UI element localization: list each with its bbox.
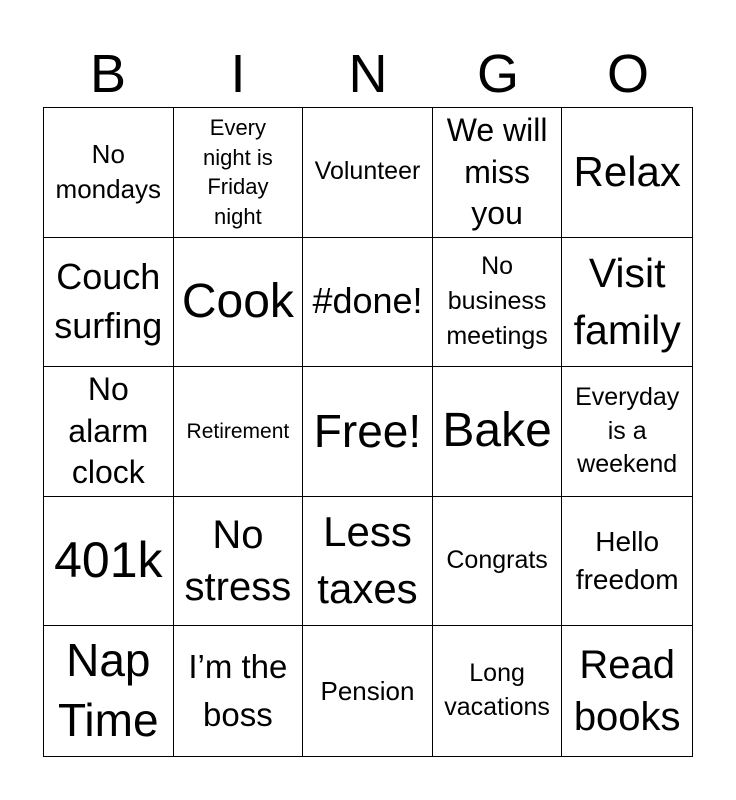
bingo-cell[interactable] <box>303 497 433 627</box>
cell-text: Volunteer <box>314 157 421 186</box>
cell-text: We will miss you <box>446 111 548 232</box>
bingo-card-grid <box>43 107 693 757</box>
bingo-cell[interactable] <box>562 108 692 238</box>
bingo-cell[interactable] <box>562 367 692 497</box>
bingo-cell[interactable] <box>303 626 433 756</box>
cell-text: Every night is Friday night <box>203 114 273 229</box>
bingo-cell[interactable] <box>44 367 174 497</box>
cell-text: Cook <box>181 275 294 329</box>
bingo-cell[interactable] <box>174 626 304 756</box>
cell-text: Long vacations <box>444 659 550 722</box>
bingo-cell[interactable] <box>562 626 692 756</box>
bingo-cell[interactable] <box>562 238 692 368</box>
cell-text: Bake <box>442 404 552 458</box>
bingo-cell[interactable] <box>44 108 174 238</box>
bingo-cell[interactable] <box>433 238 563 368</box>
bingo-cell[interactable] <box>174 238 304 368</box>
cell-text: Nap Time <box>58 634 159 747</box>
bingo-cell[interactable] <box>303 108 433 238</box>
bingo-cell[interactable] <box>44 497 174 627</box>
cell-text: I’m the boss <box>188 648 288 734</box>
cell-text: #done! <box>312 280 423 322</box>
cell-text: No mondays <box>55 139 162 205</box>
bingo-cell[interactable] <box>174 497 304 627</box>
header-letter-i: I <box>230 44 246 104</box>
bingo-cell[interactable] <box>433 367 563 497</box>
bingo-cell[interactable] <box>44 626 174 756</box>
cell-text: Free! <box>313 405 422 458</box>
cell-text: Couch surfing <box>54 256 163 346</box>
cell-text: Read books <box>573 643 681 740</box>
cell-text: No alarm clock <box>68 371 149 491</box>
cell-text: No stress <box>184 513 292 610</box>
cell-text: Hello freedom <box>575 526 679 596</box>
cell-text: Relax <box>573 147 681 195</box>
cell-text: Less taxes <box>317 508 418 613</box>
cell-text: Visit family <box>573 249 681 353</box>
header-letter-o: O <box>606 44 649 104</box>
cell-text: Congrats <box>446 546 548 575</box>
header-letter-n: N <box>348 44 388 104</box>
bingo-cell[interactable] <box>174 108 304 238</box>
cell-text: 401k <box>54 532 163 589</box>
cell-text: Retirement <box>186 419 290 443</box>
header-letter-b: B <box>89 44 127 104</box>
header-letter-g: G <box>476 44 519 104</box>
bingo-cell[interactable] <box>303 367 433 497</box>
bingo-cell[interactable] <box>303 238 433 368</box>
bingo-cell[interactable] <box>174 367 304 497</box>
bingo-cell[interactable] <box>562 497 692 627</box>
cell-text: No business meetings <box>446 252 548 351</box>
bingo-cell[interactable] <box>44 238 174 368</box>
cell-text: Everyday is a weekend <box>575 382 680 479</box>
bingo-cell[interactable] <box>433 108 563 238</box>
bingo-header <box>43 44 693 104</box>
bingo-cell[interactable] <box>433 497 563 627</box>
cell-text: Pension <box>320 675 415 706</box>
bingo-cell[interactable] <box>433 626 563 756</box>
